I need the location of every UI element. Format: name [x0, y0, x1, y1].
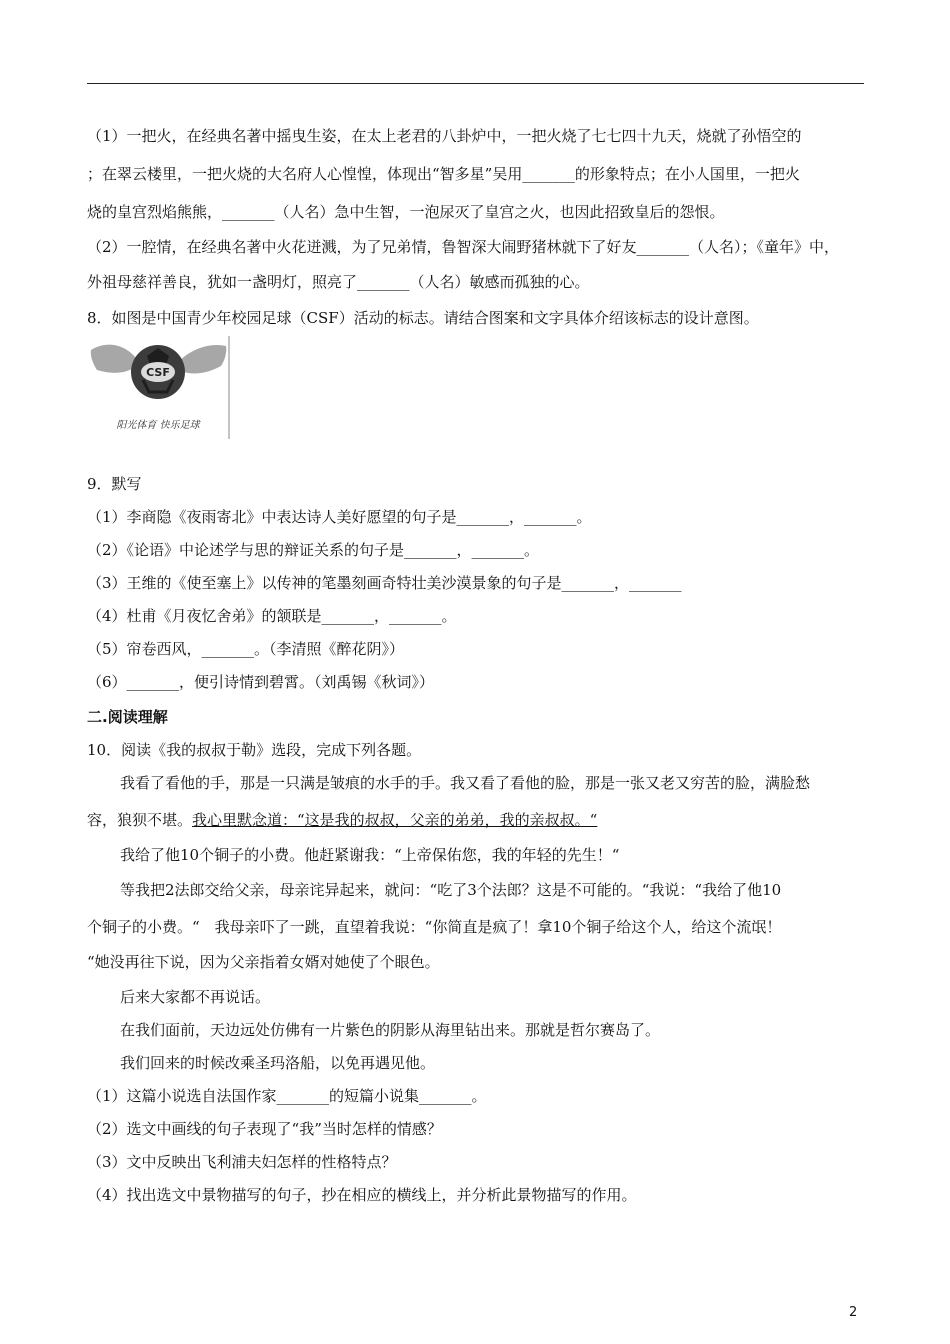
q9-item-3: （3）王维的《使至塞上》以传神的笔墨刻画奇特壮美沙漠景象的句子是_______，_______: [87, 574, 682, 592]
passage-para-1b-text: 容，狼狈不堪。: [87, 811, 193, 829]
q9-item-5: （5）帘卷西风，_______。（李清照《醉花阴》）: [87, 640, 405, 658]
q8-question: 8．如图是中国青少年校园足球（CSF）活动的标志。请结合图案和文字具体介绍该标志的设计意图。: [87, 309, 759, 327]
passage-para-5: 在我们面前，天边远处仿佛有一片紫色的阴影从海里钻出来。那就是哲尔赛岛了。: [120, 1021, 661, 1039]
passage-para-3b: 个铜子的小费。“ 我母亲吓了一跳，直望着我说：“你简直是疯了！拿10个铜子给这个人，给这个流氓！: [87, 918, 782, 936]
page-number: 2: [849, 1305, 858, 1320]
passage-para-6: 我们回来的时候改乘圣玛洛船，以免再遇见他。: [120, 1054, 436, 1072]
passage-para-2: 我给了他10个铜子的小费。他赶紧谢我：“上帝保佑您，我的年轻的先生！“: [120, 846, 620, 864]
underlined-sentence: 我心里默念道：“这是我的叔叔，父亲的弟弟，我的亲叔叔。“: [192, 811, 598, 829]
q9-item-1: （1）李商隐《夜雨寄北》中表达诗人美好愿望的句子是_______，_______。: [87, 508, 592, 526]
q9-item-2: （2）《论语》中论述学与思的辩证关系的句子是_______，_______。: [87, 541, 540, 559]
passage-para-3a: 等我把2法郎交给父亲，母亲诧异起来，就问：“吃了3个法郎？这是不可能的。“我说：“我给了他10: [120, 881, 782, 899]
q10-sub-1: （1）这篇小说选自法国作家_______的短篇小说集_______。: [87, 1087, 487, 1105]
q9-item-4: （4）杜甫《月夜忆舍弟》的颔联是_______，_______。: [87, 607, 457, 625]
q7-line-4: （2）一腔情，在经典名著中火花迸溅，为了兄弟情，鲁智深大闹野猪林就下了好友_______（人名）；《童年》中，: [87, 238, 840, 256]
section-2-heading: 二.阅读理解: [87, 708, 168, 726]
passage-para-1a: 我看了看他的手，那是一只满是皱痕的水手的手。我又看了看他的脸，那是一张又老又穷苦的脸，满脸愁: [120, 774, 811, 792]
q7-line-3: 烧的皇宫烈焰熊熊，_______（人名）急中生智，一泡尿灭了皇宫之火，也因此招致皇后的怨恨。: [87, 203, 725, 221]
q9-item-6: （6）_______，便引诗情到碧霄。（刘禹锡《秋词》）: [87, 673, 435, 691]
q10-sub-4: （4）找出选文中景物描写的句子，抄在相应的横线上，并分析此景物描写的作用。: [87, 1186, 637, 1204]
q10-title: 10．阅读《我的叔叔于勒》选段，完成下列各题。: [87, 741, 422, 759]
q9-title: 9．默写: [87, 475, 142, 493]
header-rule: [87, 83, 864, 84]
q7-line-2: ；在翠云楼里，一把火烧的大名府人心惶惶，体现出“智多星”吴用_______的形象特点；在小人国里，一把火: [87, 165, 800, 183]
logo-slogan-text: 阳光体育 快乐足球: [116, 420, 200, 431]
q10-sub-2: （2）选文中画线的句子表现了“我”当时怎样的情感？: [87, 1120, 442, 1138]
csf-logo-image: [87, 336, 230, 439]
passage-para-1b: [87, 810, 597, 830]
q10-sub-3: （3）文中反映出飞利浦夫妇怎样的性格特点？: [87, 1153, 397, 1171]
q7-line-5: 外祖母慈祥善良，犹如一盏明灯，照亮了_______（人名）敏感而孤独的心。: [87, 273, 590, 291]
passage-para-4: 后来大家都不再说话。: [120, 988, 271, 1006]
q7-line-1: （1）一把火，在经典名著中摇曳生姿，在太上老君的八卦炉中，一把火烧了七七四十九天，烧就了孙悟空的: [87, 127, 802, 145]
logo-csf-text: CSF: [146, 366, 170, 379]
passage-para-3c: “她没再往下说，因为父亲指着女婿对她使了个眼色。: [87, 953, 440, 971]
